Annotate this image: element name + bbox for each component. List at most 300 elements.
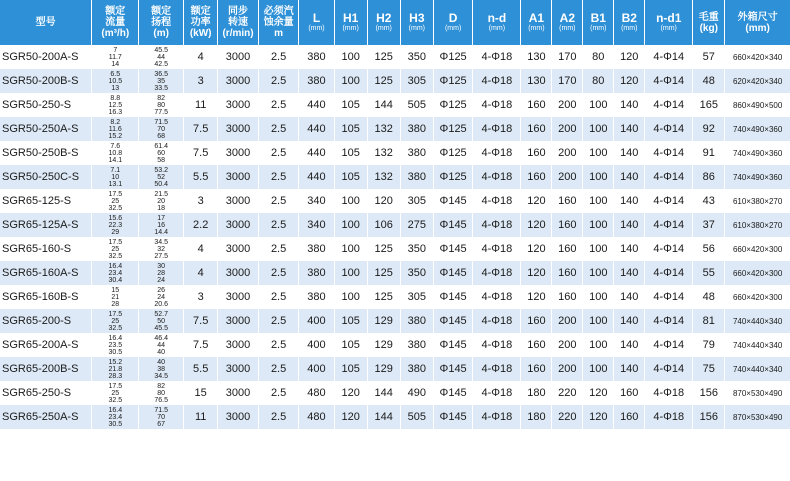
speed-cell: 3000 [218,405,259,429]
L-cell: 440 [299,165,334,189]
column-header [258,0,299,45]
nd1-cell: 4-Φ14 [645,213,693,237]
column-header-unit: (kg) [699,22,718,34]
head-cell [139,165,184,189]
L-cell: 380 [299,69,334,93]
D-cell: Φ145 [433,333,473,357]
column-header [0,0,92,45]
column-header-label: 额定 功率 [190,6,211,28]
nd1-cell: 4-Φ14 [645,309,693,333]
model-cell: SGR65-160A-S [0,261,92,285]
head-value: 61.4 [154,142,168,150]
column-header [218,0,259,45]
npsh-cell: 2.5 [258,165,299,189]
flow-value: 15.6 [108,214,123,222]
nd-cell: 4-Φ18 [473,141,521,165]
D-cell: Φ145 [433,285,473,309]
H2-cell: 129 [367,333,400,357]
B2-cell: 140 [614,285,645,309]
flow-value: 16.4 [108,262,123,270]
head-cell [139,357,184,381]
nd1-cell: 4-Φ14 [645,117,693,141]
weight-cell: 57 [693,45,725,69]
A2-cell: 160 [552,261,583,285]
head-value: 18 [157,204,166,212]
speed-cell: 3000 [218,285,259,309]
head-value: 52 [157,173,166,181]
A1-cell: 160 [521,141,552,165]
box-size-cell: 660×420×300 [725,285,790,309]
H2-cell: 132 [367,141,400,165]
head-value: 24 [157,293,166,301]
flow-value: 15.2 [108,358,123,366]
table-row [0,189,790,213]
power-cell: 3 [184,285,218,309]
B1-cell: 120 [583,381,614,405]
table-row [0,141,790,165]
table-row [0,93,790,117]
table-row [0,165,790,189]
table-row [0,405,790,429]
table-row [0,117,790,141]
B2-cell: 140 [614,141,645,165]
head-value: 70 [157,125,166,133]
box-size-cell: 870×530×490 [725,405,790,429]
column-header-label: n-d [487,10,507,25]
B2-cell: 140 [614,93,645,117]
head-value: 44 [157,341,166,349]
H3-cell: 380 [400,141,433,165]
head-value: 80 [157,389,166,397]
head-value: 28 [157,269,166,277]
A2-cell: 200 [552,93,583,117]
B1-cell: 80 [583,45,614,69]
model-cell: SGR50-250C-S [0,165,92,189]
flow-cell [92,165,139,189]
D-cell: Φ125 [433,141,473,165]
box-size-cell: 620×420×340 [725,69,790,93]
nd-cell: 4-Φ18 [473,117,521,141]
speed-cell: 3000 [218,333,259,357]
flow-value: 28.3 [108,372,123,380]
flow-value: 8.8 [110,94,121,102]
D-cell: Φ145 [433,405,473,429]
power-cell: 5.5 [184,165,218,189]
flow-value: 21.8 [108,365,123,373]
column-header [521,0,552,45]
flow-cell [92,93,139,117]
table-row [0,285,790,309]
A2-cell: 160 [552,189,583,213]
column-header-label: B1 [590,10,606,25]
flow-value: 23.5 [108,341,123,349]
model-cell: SGR65-250A-S [0,405,92,429]
H2-cell: 125 [367,285,400,309]
H2-cell: 129 [367,357,400,381]
head-value: 30 [157,262,166,270]
A2-cell: 200 [552,309,583,333]
speed-cell: 3000 [218,93,259,117]
flow-value: 17.5 [108,238,123,246]
nd1-cell: 4-Φ18 [645,405,693,429]
H1-cell: 105 [334,93,367,117]
model-cell: SGR65-160-S [0,237,92,261]
speed-cell: 3000 [218,165,259,189]
weight-cell: 55 [693,261,725,285]
B1-cell: 100 [583,285,614,309]
flow-value: 16.4 [108,334,123,342]
column-header-unit: (mm) [488,24,506,32]
column-header [473,0,521,45]
flow-value: 14.1 [108,156,123,164]
L-cell: 340 [299,213,334,237]
table-row [0,309,790,333]
flow-value: 12.5 [108,101,123,109]
power-cell: 7.5 [184,117,218,141]
head-cell [139,213,184,237]
speed-cell: 3000 [218,69,259,93]
B1-cell: 100 [583,93,614,117]
flow-value: 14 [111,60,120,68]
weight-cell: 48 [693,285,725,309]
L-cell: 380 [299,285,334,309]
column-header-label: H3 [409,10,425,25]
L-cell: 400 [299,357,334,381]
flow-value: 7.1 [110,166,121,174]
H3-cell: 380 [400,165,433,189]
B2-cell: 140 [614,333,645,357]
flow-value: 28 [111,300,120,308]
head-cell [139,285,184,309]
column-header-label: 毛重 [698,11,719,23]
flow-value: 11.6 [108,125,122,133]
head-value: 32 [157,245,166,253]
flow-cell [92,285,139,309]
column-header-label: 额定 扬程 [151,6,172,28]
nd-cell: 4-Φ18 [473,261,521,285]
power-cell: 3 [184,69,218,93]
head-value: 46.4 [154,334,168,342]
H2-cell: 106 [367,213,400,237]
column-header [583,0,614,45]
box-size-cell: 610×380×270 [725,213,790,237]
A2-cell: 170 [552,45,583,69]
box-size-cell: 660×420×300 [725,237,790,261]
speed-cell: 3000 [218,381,259,405]
B1-cell: 100 [583,165,614,189]
model-cell: SGR50-250-S [0,93,92,117]
power-cell: 11 [184,93,218,117]
H3-cell: 305 [400,285,433,309]
weight-cell: 156 [693,405,725,429]
A1-cell: 160 [521,357,552,381]
D-cell: Φ145 [433,261,473,285]
A2-cell: 220 [552,405,583,429]
table-row [0,357,790,381]
column-header [552,0,583,45]
flow-value: 22.3 [108,221,123,229]
flow-value: 11.7 [108,53,122,61]
B2-cell: 160 [614,381,645,405]
npsh-cell: 2.5 [258,93,299,117]
A1-cell: 160 [521,93,552,117]
head-value: 76.5 [154,396,168,404]
box-size-cell: 870×530×490 [725,381,790,405]
B1-cell: 100 [583,309,614,333]
speed-cell: 3000 [218,189,259,213]
head-value: 42.5 [154,60,168,68]
weight-cell: 91 [693,141,725,165]
A2-cell: 200 [552,141,583,165]
column-header-unit: (mm) [559,24,576,32]
head-value: 58 [157,156,166,164]
nd-cell: 4-Φ18 [473,165,521,189]
flow-value: 32.5 [108,396,123,404]
table-row [0,45,790,69]
column-header-label: A1 [528,10,545,25]
L-cell: 440 [299,141,334,165]
nd1-cell: 4-Φ14 [645,237,693,261]
H3-cell: 490 [400,381,433,405]
head-value: 82 [157,94,166,102]
H1-cell: 105 [334,333,367,357]
table-row [0,261,790,285]
npsh-cell: 2.5 [258,333,299,357]
power-cell: 4 [184,45,218,69]
flow-cell [92,333,139,357]
B2-cell: 140 [614,165,645,189]
H1-cell: 100 [334,45,367,69]
H1-cell: 100 [334,261,367,285]
A2-cell: 200 [552,165,583,189]
flow-value: 25 [111,317,120,325]
nd1-cell: 4-Φ14 [645,45,693,69]
A1-cell: 120 [521,261,552,285]
head-value: 50 [157,317,166,325]
flow-value: 10 [111,173,120,181]
A1-cell: 160 [521,333,552,357]
nd1-cell: 4-Φ14 [645,141,693,165]
head-cell [139,141,184,165]
column-header-unit: (mm) [342,24,359,32]
flow-cell [92,69,139,93]
flow-value: 32.5 [108,252,123,260]
head-value: 53.2 [154,166,168,174]
D-cell: Φ145 [433,189,473,213]
H1-cell: 120 [334,405,367,429]
column-header-label: 外箱尺寸 [737,11,778,23]
B1-cell: 100 [583,357,614,381]
D-cell: Φ125 [433,117,473,141]
flow-value: 7.6 [110,142,121,150]
D-cell: Φ145 [433,237,473,261]
column-header [299,0,334,45]
column-header-unit: m [274,28,284,39]
weight-cell: 48 [693,69,725,93]
B2-cell: 160 [614,405,645,429]
model-cell: SGR65-250-S [0,381,92,405]
model-cell: SGR50-200B-S [0,69,92,93]
npsh-cell: 2.5 [258,285,299,309]
head-value: 45.5 [154,46,168,54]
head-value: 35 [157,77,166,85]
H2-cell: 125 [367,237,400,261]
H2-cell: 144 [367,381,400,405]
head-value: 45.5 [154,324,168,332]
column-header-unit: (mm) [408,24,425,32]
power-cell: 15 [184,381,218,405]
npsh-cell: 2.5 [258,261,299,285]
head-value: 40 [157,348,166,356]
head-value: 80 [157,101,166,109]
H2-cell: 144 [367,405,400,429]
L-cell: 380 [299,237,334,261]
npsh-cell: 2.5 [258,189,299,213]
H1-cell: 100 [334,213,367,237]
H2-cell: 125 [367,69,400,93]
A2-cell: 200 [552,333,583,357]
column-header-unit: (mm) [621,24,638,32]
A1-cell: 130 [521,45,552,69]
H3-cell: 350 [400,45,433,69]
B1-cell: 100 [583,117,614,141]
column-header [433,0,473,45]
flow-value: 13 [111,84,120,92]
nd1-cell: 4-Φ14 [645,333,693,357]
nd-cell: 4-Φ18 [473,237,521,261]
nd-cell: 4-Φ18 [473,405,521,429]
column-header-unit: (mm) [745,22,770,34]
flow-cell [92,381,139,405]
L-cell: 380 [299,45,334,69]
flow-value: 25 [111,245,120,253]
model-cell: SGR65-200-S [0,309,92,333]
column-header [367,0,400,45]
flow-cell [92,189,139,213]
power-cell: 7.5 [184,141,218,165]
A2-cell: 220 [552,381,583,405]
H1-cell: 105 [334,309,367,333]
power-cell: 4 [184,261,218,285]
column-header-unit: (mm) [308,24,325,32]
npsh-cell: 2.5 [258,357,299,381]
head-value: 26 [157,286,166,294]
column-header [334,0,367,45]
head-cell [139,93,184,117]
A2-cell: 170 [552,69,583,93]
H3-cell: 305 [400,69,433,93]
box-size-cell: 860×490×500 [725,93,790,117]
flow-value: 21 [111,293,120,301]
H1-cell: 105 [334,357,367,381]
D-cell: Φ125 [433,69,473,93]
speed-cell: 3000 [218,45,259,69]
column-header-unit: (m) [153,28,169,39]
H3-cell: 505 [400,405,433,429]
head-value: 20.6 [154,300,168,308]
head-cell [139,333,184,357]
B1-cell: 100 [583,333,614,357]
column-header [614,0,645,45]
head-cell [139,237,184,261]
weight-cell: 56 [693,237,725,261]
H1-cell: 105 [334,117,367,141]
flow-value: 29 [111,228,120,236]
flow-value: 10.8 [108,149,123,157]
weight-cell: 165 [693,93,725,117]
box-size-cell: 660×420×340 [725,45,790,69]
B2-cell: 140 [614,117,645,141]
head-value: 82 [157,382,166,390]
column-header [92,0,139,45]
flow-value: 17.5 [108,310,123,318]
head-value: 17 [157,214,166,222]
head-value: 71.5 [154,118,168,126]
A1-cell: 180 [521,405,552,429]
L-cell: 440 [299,93,334,117]
power-cell: 11 [184,405,218,429]
H2-cell: 129 [367,309,400,333]
npsh-cell: 2.5 [258,69,299,93]
A2-cell: 200 [552,357,583,381]
flow-value: 17.5 [108,190,123,198]
nd-cell: 4-Φ18 [473,189,521,213]
power-cell: 4 [184,237,218,261]
box-size-cell: 740×440×340 [725,333,790,357]
head-value: 77.5 [154,108,168,116]
A2-cell: 200 [552,117,583,141]
flow-cell [92,309,139,333]
column-header-label: 同步 转速 [228,6,249,28]
speed-cell: 3000 [218,213,259,237]
head-value: 70 [157,413,166,421]
head-value: 34.5 [154,372,168,380]
column-header-unit: (m³/h) [101,28,130,39]
box-size-cell: 740×490×360 [725,141,790,165]
A1-cell: 180 [521,381,552,405]
npsh-cell: 2.5 [258,381,299,405]
A1-cell: 130 [521,69,552,93]
header-row [0,0,790,45]
H3-cell: 380 [400,333,433,357]
head-value: 44 [157,53,166,61]
H1-cell: 100 [334,189,367,213]
flow-cell [92,261,139,285]
head-cell [139,69,184,93]
A1-cell: 120 [521,237,552,261]
flow-value: 25 [111,197,120,205]
column-header-unit: (mm) [528,24,545,32]
flow-cell [92,117,139,141]
column-header-label: 型号 [35,17,56,28]
nd1-cell: 4-Φ14 [645,93,693,117]
flow-value: 32.5 [108,204,123,212]
A1-cell: 120 [521,213,552,237]
column-header-label: H2 [376,10,392,25]
H1-cell: 120 [334,381,367,405]
column-header-unit: (mm) [375,24,392,32]
flow-value: 30.4 [108,276,123,284]
weight-cell: 43 [693,189,725,213]
model-cell: SGR65-160B-S [0,285,92,309]
head-value: 60 [157,149,166,157]
weight-cell: 86 [693,165,725,189]
box-size-cell: 610×380×270 [725,189,790,213]
H1-cell: 100 [334,69,367,93]
column-header-label: L [312,10,321,25]
H3-cell: 350 [400,237,433,261]
column-header-unit: (mm) [444,24,462,32]
